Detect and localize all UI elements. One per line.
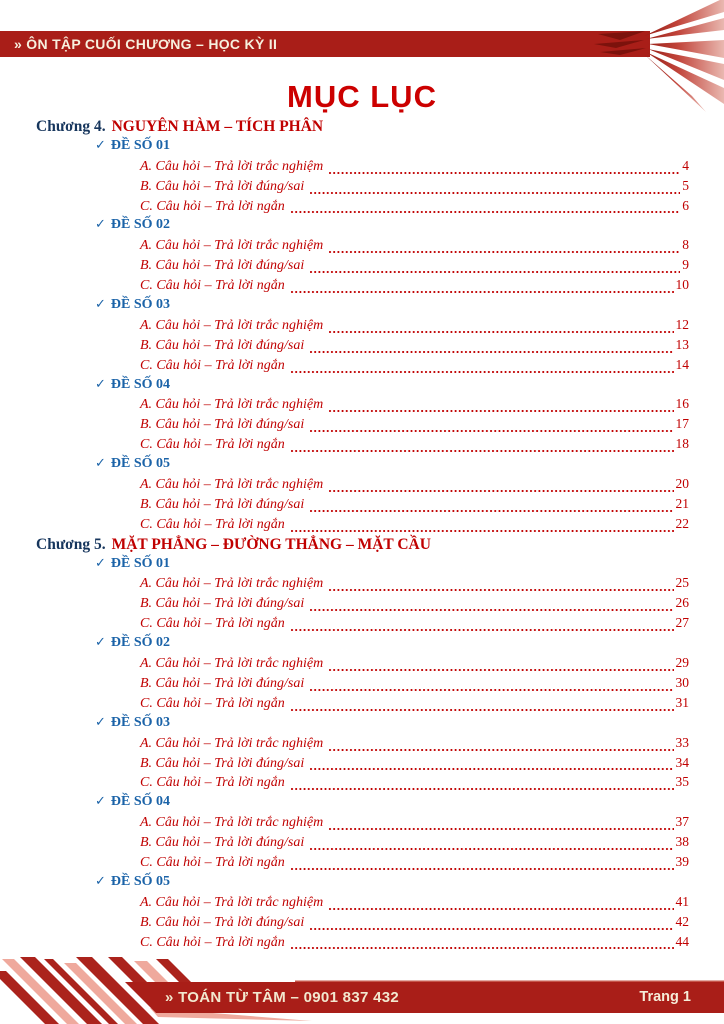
page-number: 38 — [675, 834, 689, 850]
dot-leader — [291, 449, 674, 453]
toc-entry[interactable] — [36, 198, 689, 218]
exam-heading[interactable] — [36, 297, 689, 317]
chapter-heading[interactable] — [36, 118, 689, 138]
toc-entry[interactable] — [36, 755, 689, 775]
page-number: 31 — [675, 694, 689, 710]
exam-label: ĐỀ SỐ 02 — [110, 217, 171, 233]
page-number: 22 — [675, 515, 689, 531]
exam-label: ĐỀ SỐ 04 — [110, 794, 171, 810]
exam-label: ĐỀ SỐ 05 — [110, 873, 171, 889]
exam-label: ĐỀ SỐ 04 — [110, 376, 171, 392]
toc-entry[interactable] — [36, 158, 689, 178]
toc-entry[interactable] — [36, 317, 689, 337]
page-number: 18 — [675, 436, 689, 452]
exam-label: ĐỀ SỐ 03 — [110, 297, 171, 313]
check-icon: ✓ — [95, 873, 106, 889]
check-icon: ✓ — [95, 217, 106, 233]
exam-heading[interactable] — [36, 794, 689, 814]
toc-entry[interactable] — [36, 496, 689, 516]
toc-entry[interactable] — [36, 357, 689, 377]
toc-entry-label: A. Câu hỏi – Trả lời trắc nghiệm — [140, 894, 324, 910]
check-icon: ✓ — [95, 794, 106, 810]
toc-entry[interactable] — [36, 436, 689, 456]
toc-entry[interactable] — [36, 735, 689, 755]
toc-entry-label: B. Câu hỏi – Trả lời đúng/sai — [140, 496, 305, 512]
page-number: 21 — [675, 495, 689, 511]
exam-heading[interactable] — [36, 217, 689, 237]
exam-heading[interactable] — [36, 715, 689, 735]
toc-entry-label: C. Câu hỏi – Trả lời ngắn — [140, 616, 285, 632]
dot-leader — [310, 191, 680, 195]
page-number: 41 — [675, 893, 689, 909]
check-icon: ✓ — [95, 635, 106, 651]
toc-entry[interactable] — [36, 655, 689, 675]
exam-label: ĐỀ SỐ 02 — [110, 635, 171, 651]
header-title: » ÔN TẬP CUỐI CHƯƠNG – HỌC KỲ II — [14, 36, 278, 52]
check-icon: ✓ — [95, 714, 106, 730]
toc-entry-label: B. Câu hỏi – Trả lời đúng/sai — [140, 337, 305, 353]
dot-leader — [310, 927, 673, 931]
page-number: 20 — [675, 476, 689, 492]
check-icon: ✓ — [95, 297, 106, 313]
toc-entry-label: A. Câu hỏi – Trả lời trắc nghiệm — [140, 656, 324, 672]
dot-leader — [291, 867, 674, 871]
toc-entry-label: B. Câu hỏi – Trả lời đúng/sai — [140, 755, 305, 771]
check-icon: ✓ — [95, 137, 106, 153]
toc-entry[interactable] — [36, 516, 689, 536]
exam-heading[interactable] — [36, 556, 689, 576]
dot-leader — [310, 509, 673, 513]
toc-entry-label: A. Câu hỏi – Trả lời trắc nghiệm — [140, 158, 324, 174]
toc-entry-label: C. Câu hỏi – Trả lời ngắn — [140, 437, 285, 453]
toc-entry[interactable] — [36, 615, 689, 635]
page-number: 17 — [675, 416, 689, 432]
dot-leader — [310, 847, 673, 851]
chapter-heading[interactable] — [36, 536, 689, 556]
exam-label: ĐỀ SỐ 01 — [110, 555, 171, 571]
toc-entry[interactable] — [36, 277, 689, 297]
exam-heading[interactable] — [36, 874, 689, 894]
dot-leader — [329, 171, 680, 175]
toc-entry[interactable] — [36, 814, 689, 834]
toc-entry-label: C. Câu hỏi – Trả lời ngắn — [140, 278, 285, 294]
exam-label: ĐỀ SỐ 03 — [110, 714, 171, 730]
check-icon: ✓ — [95, 456, 106, 472]
dot-leader — [310, 688, 673, 692]
toc-entry-label: B. Câu hỏi – Trả lời đúng/sai — [140, 178, 305, 194]
page-number: 12 — [675, 316, 689, 332]
toc-entry[interactable] — [36, 257, 689, 277]
dot-leader — [291, 708, 674, 712]
page-number: 44 — [675, 933, 689, 949]
toc-entry-label: A. Câu hỏi – Trả lời trắc nghiệm — [140, 477, 324, 493]
page-number: 42 — [675, 913, 689, 929]
toc-entry[interactable] — [36, 178, 689, 198]
exam-heading[interactable] — [36, 456, 689, 476]
dot-leader — [310, 608, 673, 612]
toc-entry-label: B. Câu hỏi – Trả lời đúng/sai — [140, 258, 305, 274]
toc-entry[interactable] — [36, 476, 689, 496]
dot-leader — [310, 767, 673, 771]
dot-leader — [291, 370, 674, 374]
page-number: 16 — [675, 396, 689, 412]
toc-entry[interactable] — [36, 695, 689, 715]
toc-entry[interactable] — [36, 396, 689, 416]
page-number: 29 — [675, 655, 689, 671]
dot-leader — [310, 429, 673, 433]
chapter-title: MẶT PHẲNG – ĐƯỜNG THẲNG – MẶT CẦU — [111, 535, 431, 553]
page-number: 8 — [682, 237, 689, 253]
toc-entry-label: C. Câu hỏi – Trả lời ngắn — [140, 357, 285, 373]
page-number: 34 — [675, 754, 689, 770]
toc-entry-label: B. Câu hỏi – Trả lời đúng/sai — [140, 596, 305, 612]
page-number: 13 — [675, 336, 689, 352]
toc-entry[interactable] — [36, 337, 689, 357]
dot-leader — [291, 529, 674, 533]
exam-heading[interactable] — [36, 377, 689, 397]
toc-entry-label: A. Câu hỏi – Trả lời trắc nghiệm — [140, 317, 324, 333]
footer-page-number: Trang 1 — [639, 989, 691, 1005]
toc-entry-label: B. Câu hỏi – Trả lời đúng/sai — [140, 914, 305, 930]
toc-entry-label: C. Câu hỏi – Trả lời ngắn — [140, 934, 285, 950]
dot-leader — [329, 250, 680, 254]
check-icon: ✓ — [95, 555, 106, 571]
dot-leader — [310, 350, 673, 354]
chapter-number: Chương 5. — [36, 535, 106, 553]
dot-leader — [329, 588, 673, 592]
toc-entry-label: A. Câu hỏi – Trả lời trắc nghiệm — [140, 238, 324, 254]
toc-entry[interactable] — [36, 774, 689, 794]
page-number: 5 — [682, 177, 689, 193]
chapter-number: Chương 4. — [36, 118, 106, 135]
toc-entry[interactable] — [36, 416, 689, 436]
toc-entry-label: B. Câu hỏi – Trả lời đúng/sai — [140, 835, 305, 851]
dot-leader — [291, 210, 680, 214]
page-number: 39 — [675, 853, 689, 869]
toc-entry-label: C. Câu hỏi – Trả lời ngắn — [140, 695, 285, 711]
toc-entry[interactable] — [36, 575, 689, 595]
toc-entry-label: A. Câu hỏi – Trả lời trắc nghiệm — [140, 735, 324, 751]
exam-label: ĐỀ SỐ 05 — [110, 456, 171, 472]
exam-heading[interactable] — [36, 635, 689, 655]
toc-entry-label: A. Câu hỏi – Trả lời trắc nghiệm — [140, 397, 324, 413]
dot-leader — [329, 409, 673, 413]
dot-leader — [329, 907, 673, 911]
dot-leader — [329, 330, 673, 334]
toc-entry-label: C. Câu hỏi – Trả lời ngắn — [140, 775, 285, 791]
check-icon: ✓ — [95, 376, 106, 392]
toc-entry-label: C. Câu hỏi – Trả lời ngắn — [140, 854, 285, 870]
toc-entry[interactable] — [36, 894, 689, 914]
exam-label: ĐỀ SỐ 01 — [110, 137, 171, 153]
dot-leader — [329, 668, 673, 672]
dot-leader — [310, 270, 680, 274]
toc-entry[interactable] — [36, 595, 689, 615]
dot-leader — [291, 787, 674, 791]
page-title: MỤC LỤC — [287, 79, 437, 114]
page-number: 35 — [675, 774, 689, 790]
dot-leader — [329, 489, 673, 493]
page-number: 33 — [675, 734, 689, 750]
page-number: 30 — [675, 674, 689, 690]
toc-entry[interactable] — [36, 237, 689, 257]
page-number: 26 — [675, 595, 689, 611]
toc — [36, 118, 689, 953]
toc-entry-label: A. Câu hỏi – Trả lời trắc nghiệm — [140, 576, 324, 592]
toc-entry-label: B. Câu hỏi – Trả lời đúng/sai — [140, 417, 305, 433]
page-number: 27 — [675, 615, 689, 631]
toc-entry[interactable] — [36, 834, 689, 854]
exam-heading[interactable] — [36, 138, 689, 158]
page-number: 14 — [675, 356, 689, 372]
toc-entry-label: B. Câu hỏi – Trả lời đúng/sai — [140, 675, 305, 691]
page-number: 37 — [675, 814, 689, 830]
page-number: 6 — [682, 197, 689, 213]
dot-leader — [329, 748, 673, 752]
page-number: 25 — [675, 575, 689, 591]
toc-entry[interactable] — [36, 914, 689, 934]
page-number: 10 — [675, 277, 689, 293]
page-number: 9 — [682, 257, 689, 273]
dot-leader — [329, 827, 673, 831]
header-bar — [0, 31, 650, 57]
toc-entry-label: C. Câu hỏi – Trả lời ngắn — [140, 198, 285, 214]
dot-leader — [291, 628, 674, 632]
toc-entry-label: A. Câu hỏi – Trả lời trắc nghiệm — [140, 815, 324, 831]
chapter-title: NGUYÊN HÀM – TÍCH PHÂN — [111, 118, 324, 135]
toc-entry[interactable] — [36, 675, 689, 695]
toc-entry-label: C. Câu hỏi – Trả lời ngắn — [140, 516, 285, 532]
toc-entry[interactable] — [36, 854, 689, 874]
page-number: 4 — [682, 157, 689, 173]
dot-leader — [291, 290, 674, 294]
footer-brand: » TOÁN TỪ TÂM – 0901 837 432 — [165, 989, 400, 1006]
